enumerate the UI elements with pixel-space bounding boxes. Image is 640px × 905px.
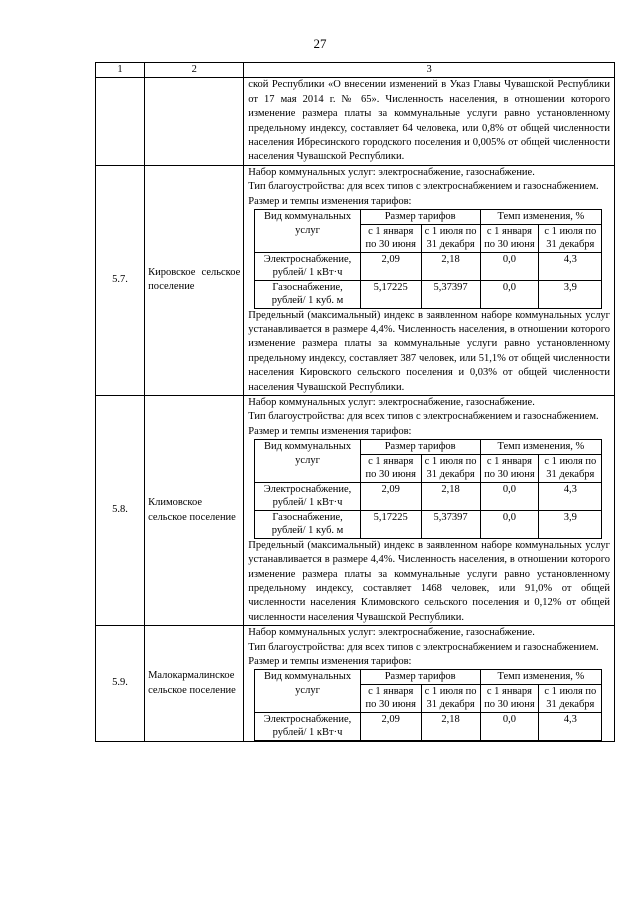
period-header: с 1 июля по 31 декабря bbox=[539, 684, 602, 712]
service-name: Электроснабжение, рублей/ 1 кВт·ч bbox=[255, 712, 361, 740]
header-row bbox=[96, 63, 615, 78]
settlement-row bbox=[96, 165, 615, 395]
settlement-row bbox=[96, 396, 615, 626]
settlement-name: Климовское сельское поселение bbox=[145, 396, 244, 626]
rate-change-header: Темп изменения, % bbox=[480, 440, 602, 455]
limit-index-text: Предельный (максимальный) индекс в заявленном наборе коммунальных услуг устанавливается в размере 4,4%. Численность населения, в отношении которого изменение размера платы за коммунальные услуги равно установленному предельному индексу, составляет 1468 человек, или 91,0% от общей численности населения Климовского сельского поселения и 0,12% от общей численности населения Чувашской Республики. bbox=[248, 539, 610, 623]
service-type-header: Вид коммунальных услуг bbox=[255, 440, 361, 483]
tariff-size-label: Размер и темпы изменения тарифов: bbox=[248, 425, 412, 437]
rate-value-1: 0,0 bbox=[480, 252, 539, 280]
tariff-size-label: Размер и темпы изменения тарифов: bbox=[248, 655, 412, 667]
service-row bbox=[255, 280, 602, 308]
period-header: с 1 января по 30 июня bbox=[360, 684, 421, 712]
service-row bbox=[255, 510, 602, 538]
rate-change-header: Темп изменения, % bbox=[480, 670, 602, 685]
row-number: 5.9. bbox=[96, 626, 145, 742]
improvement-type: Тип благоустройства: для всех типов с электроснабжением и газоснабжением. bbox=[248, 411, 599, 423]
services-set: Набор коммунальных услуг: электроснабжение, газоснабжение. bbox=[248, 627, 535, 639]
header-col-3: 3 bbox=[244, 63, 615, 78]
tariff-subtable bbox=[254, 669, 602, 741]
services-set: Набор коммунальных услуг: электроснабжение, газоснабжение. bbox=[248, 166, 535, 178]
improvement-type: Тип благоустройства: для всех типов с электроснабжением и газоснабжением. bbox=[248, 181, 599, 193]
tariff-size-header: Размер тарифов bbox=[360, 670, 480, 685]
period-header: с 1 июля по 31 декабря bbox=[421, 224, 480, 252]
tariff-subtable bbox=[254, 209, 602, 309]
tariff-value-1: 5,17225 bbox=[360, 510, 421, 538]
rate-value-2: 3,9 bbox=[539, 280, 602, 308]
tariff-value-1: 2,09 bbox=[360, 252, 421, 280]
tariff-value-1: 5,17225 bbox=[360, 280, 421, 308]
period-header: с 1 января по 30 июня bbox=[360, 224, 421, 252]
rate-value-1: 0,0 bbox=[480, 712, 539, 740]
settlement-name: Малокармалинское сельское поселение bbox=[145, 626, 244, 742]
rate-value-1: 0,0 bbox=[480, 482, 539, 510]
period-header: с 1 января по 30 июня bbox=[480, 454, 539, 482]
limit-index-text: Предельный (максимальный) индекс в заявленном наборе коммунальных услуг устанавливается в размере 4,4%. Численность населения, в отношении которого изменение размера платы за коммунальные услуги равно установленному предельному индексу, составляет 387 человек, или 51,1% от общей численности населения Кировского сельского поселения и 0,03% от общей численности населения Чувашской Республики. bbox=[248, 309, 610, 393]
tariff-size-header: Размер тарифов bbox=[360, 440, 480, 455]
service-row bbox=[255, 482, 602, 510]
settlement-details bbox=[244, 165, 615, 395]
period-header: с 1 июля по 31 декабря bbox=[421, 454, 480, 482]
continuation-text: ской Республики «О внесении изменений в Указ Главы Чувашской Республики от 17 мая 2014 г. № 65». Численность населения, в отношении которого изменение размера платы за коммунальные услуги равно установленному предельному индексу, составляет 64 человека, или 0,8% от общей численности населения Ибресинского городского поселения и 0,005% от общей численности населения Чувашской Республики. bbox=[244, 78, 615, 165]
rate-value-2: 4,3 bbox=[539, 482, 602, 510]
header-col-2: 2 bbox=[145, 63, 244, 78]
service-name: Газоснабжение, рублей/ 1 куб. м bbox=[255, 510, 361, 538]
period-header: с 1 января по 30 июня bbox=[480, 224, 539, 252]
service-type-header: Вид коммунальных услуг bbox=[255, 670, 361, 713]
tariff-size-header: Размер тарифов bbox=[360, 210, 480, 225]
settlement-row bbox=[96, 626, 615, 742]
tariff-table bbox=[95, 62, 615, 742]
tariff-value-1: 2,09 bbox=[360, 712, 421, 740]
tariff-size-label: Размер и темпы изменения тарифов: bbox=[248, 195, 412, 207]
rate-value-1: 0,0 bbox=[480, 510, 539, 538]
tariff-value-2: 5,37397 bbox=[421, 280, 480, 308]
header-col-1: 1 bbox=[96, 63, 145, 78]
improvement-type: Тип благоустройства: для всех типов с электроснабжением и газоснабжением. bbox=[248, 641, 599, 653]
rate-value-2: 4,3 bbox=[539, 712, 602, 740]
continuation-row bbox=[96, 78, 615, 165]
period-header: с 1 января по 30 июня bbox=[480, 684, 539, 712]
settlement-rows bbox=[96, 165, 615, 741]
settlement-details bbox=[244, 396, 615, 626]
tariff-value-2: 2,18 bbox=[421, 482, 480, 510]
period-header: с 1 июля по 31 декабря bbox=[539, 224, 602, 252]
tariff-value-1: 2,09 bbox=[360, 482, 421, 510]
period-header: с 1 июля по 31 декабря bbox=[421, 684, 480, 712]
tariff-value-2: 2,18 bbox=[421, 252, 480, 280]
period-header: с 1 июля по 31 декабря bbox=[539, 454, 602, 482]
rate-value-2: 4,3 bbox=[539, 252, 602, 280]
rate-value-1: 0,0 bbox=[480, 280, 539, 308]
services-set: Набор коммунальных услуг: электроснабжение, газоснабжение. bbox=[248, 397, 535, 408]
rate-change-header: Темп изменения, % bbox=[480, 210, 602, 225]
row-number: 5.7. bbox=[96, 165, 145, 395]
settlement-name: Кировское сельское поселение bbox=[145, 165, 244, 395]
rate-value-2: 3,9 bbox=[539, 510, 602, 538]
tariff-subtable bbox=[254, 439, 602, 539]
service-name: Электроснабжение, рублей/ 1 кВт·ч bbox=[255, 482, 361, 510]
service-row bbox=[255, 252, 602, 280]
tariff-value-2: 5,37397 bbox=[421, 510, 480, 538]
tariff-value-2: 2,18 bbox=[421, 712, 480, 740]
page-number: 27 bbox=[313, 36, 327, 51]
service-name: Электроснабжение, рублей/ 1 кВт·ч bbox=[255, 252, 361, 280]
row-number: 5.8. bbox=[96, 396, 145, 626]
service-name: Газоснабжение, рублей/ 1 куб. м bbox=[255, 280, 361, 308]
service-type-header: Вид коммунальных услуг bbox=[255, 210, 361, 253]
period-header: с 1 января по 30 июня bbox=[360, 454, 421, 482]
settlement-details bbox=[244, 626, 615, 742]
service-row bbox=[255, 712, 602, 740]
